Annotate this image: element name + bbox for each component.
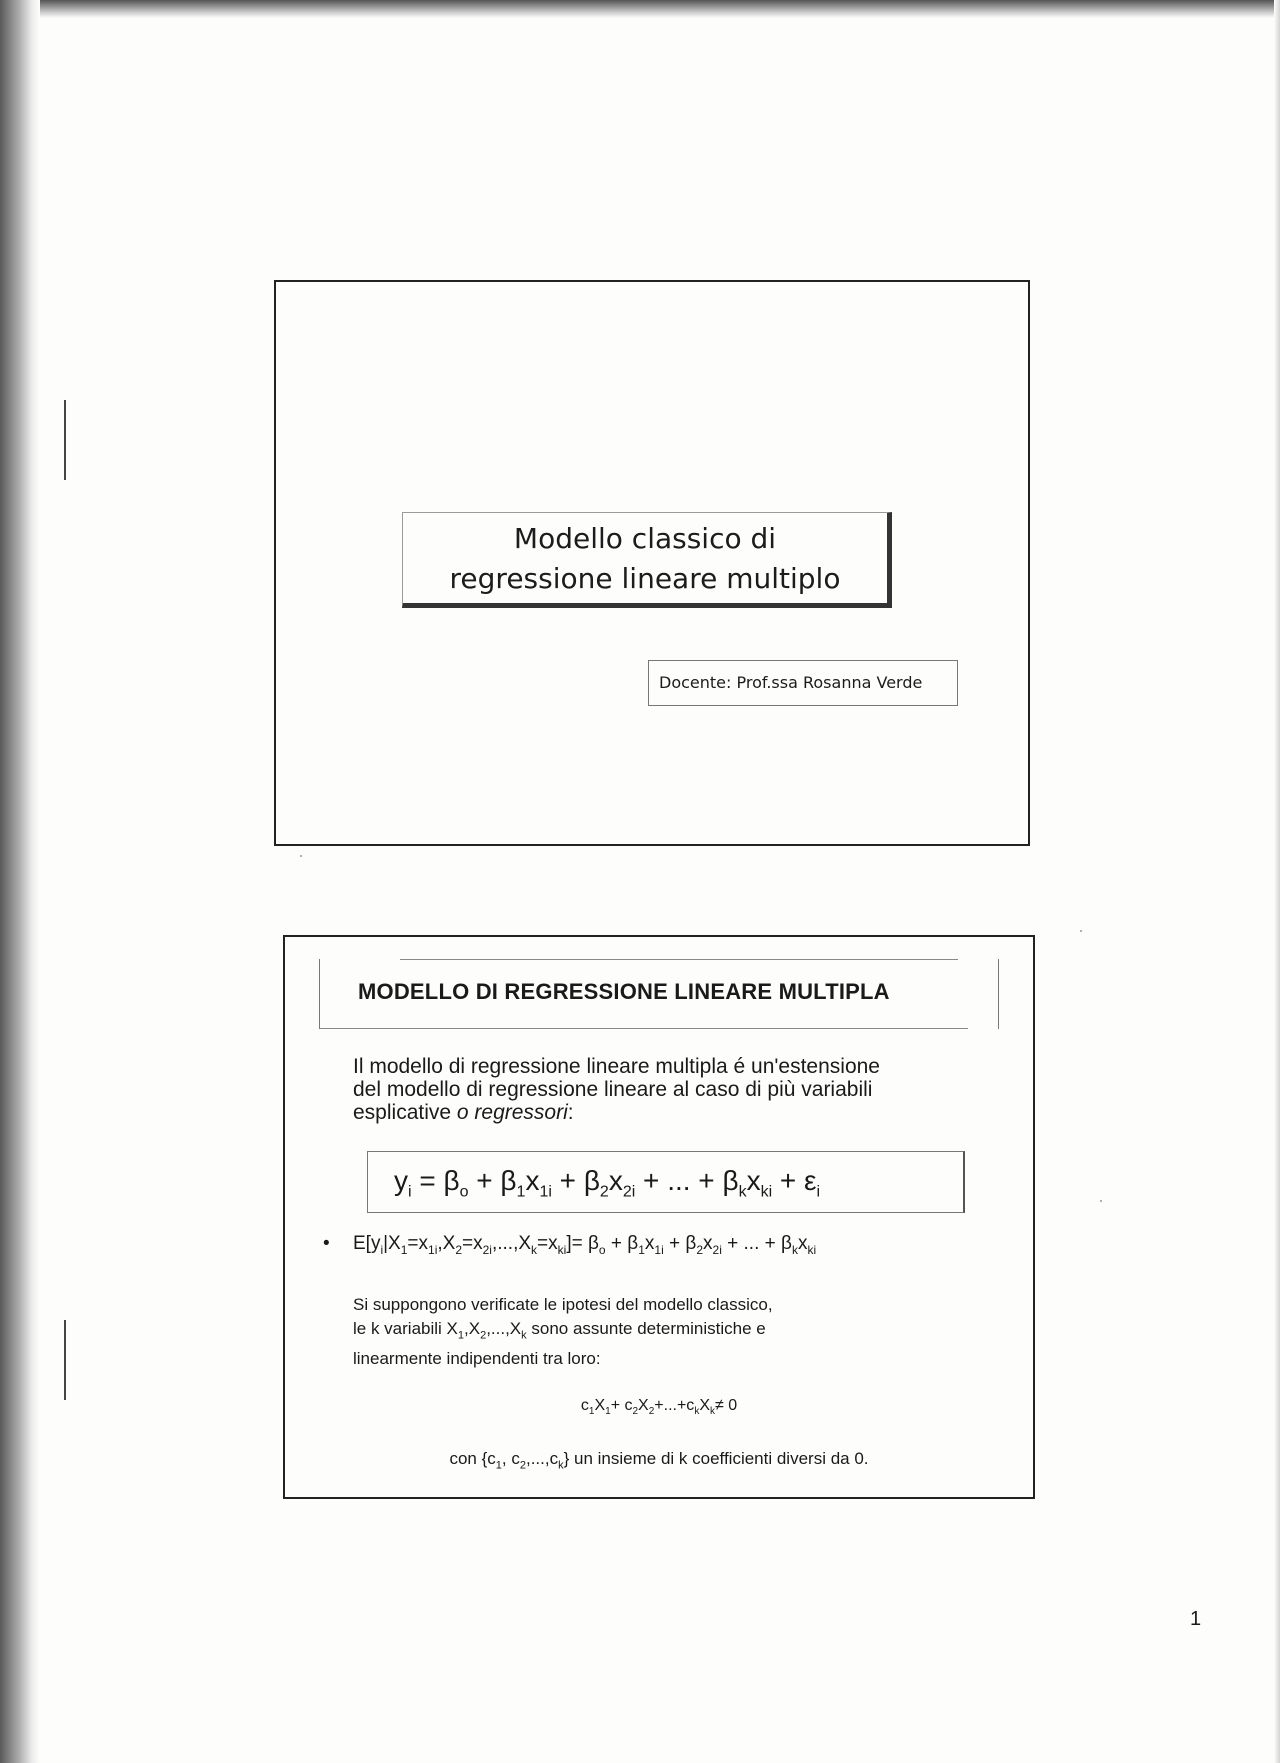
exp-sub: ki: [557, 1242, 567, 1257]
formula-x: x: [746, 1165, 761, 1196]
divider: [400, 959, 958, 960]
heading-box: [319, 959, 999, 1029]
docente-box: [648, 660, 958, 706]
cond-text: X: [638, 1397, 649, 1414]
scan-edge-right: [1274, 0, 1280, 1763]
intro-colon: :: [567, 1101, 574, 1124]
exp-text: + β: [605, 1233, 639, 1254]
assumptions-text: sono assunte deterministiche e: [526, 1319, 766, 1338]
assumptions-text: le k variabili X: [353, 1319, 458, 1338]
exp-text: + ... + β: [721, 1233, 792, 1254]
formula-x: x: [525, 1165, 540, 1196]
cond-sub: 1: [588, 1406, 595, 1418]
cond-sub: 2: [632, 1406, 639, 1418]
exp-text: =x: [537, 1233, 558, 1254]
assumptions-paragraph: [353, 1293, 953, 1371]
model-formula: [394, 1165, 820, 1202]
formula-eq: =: [411, 1165, 444, 1196]
title-box: [402, 512, 892, 608]
model-formula-box: [367, 1151, 965, 1213]
formula-beta: β: [583, 1165, 600, 1196]
formula-sub: k: [738, 1183, 747, 1201]
cond-text: + c: [610, 1397, 633, 1414]
formula-plus: +: [468, 1165, 501, 1196]
intro-line-2: del modello di regressione lineare al caso di più variabili: [353, 1078, 873, 1101]
formula-beta: β: [722, 1165, 739, 1196]
exp-text: ]= β: [566, 1233, 599, 1254]
assumptions-sub: 1: [457, 1329, 464, 1342]
exp-sub: 2: [696, 1242, 704, 1257]
title-slide: [274, 280, 1030, 846]
assumptions-text: ,...,X: [486, 1319, 522, 1338]
intro-italic: o regressori: [456, 1101, 568, 1124]
exp-sub: k: [791, 1242, 798, 1257]
note-sub: k: [558, 1459, 564, 1472]
exp-sub: 1: [400, 1242, 408, 1257]
title-line-2: regressione lineare multiplo: [449, 562, 841, 595]
note-text: } un insieme di k coefficienti diversi da 0.: [563, 1449, 869, 1468]
formula-beta: β: [500, 1165, 517, 1196]
cond-text: c: [580, 1397, 589, 1414]
independence-condition: [285, 1397, 1033, 1417]
assumptions-sub: k: [521, 1329, 527, 1342]
exp-sub: i: [380, 1242, 384, 1257]
page-number: 1: [1190, 1608, 1202, 1630]
exp-text: x: [797, 1233, 808, 1254]
scan-edge-top: [0, 0, 1280, 18]
binder-hole-mark: [64, 400, 66, 480]
scan-speck: [300, 855, 302, 857]
assumptions-line-1: Si suppongono verificate le ipotesi del modello classico,: [353, 1295, 773, 1314]
assumptions-text: ,X: [464, 1319, 481, 1338]
assumptions-sub: 2: [480, 1329, 487, 1342]
assumptions-line-2: [353, 1317, 953, 1347]
exp-text: x: [644, 1233, 655, 1254]
exp-text: =x: [407, 1233, 429, 1254]
note-sub: 2: [519, 1459, 526, 1472]
scan-speck: [1100, 1200, 1102, 1202]
content-slide: [283, 935, 1035, 1499]
bullet-icon: •: [323, 1233, 330, 1254]
formula-sub: 2: [599, 1183, 609, 1201]
exp-text: E[y: [353, 1233, 381, 1254]
divider: [320, 1028, 968, 1029]
note-text: ,...,c: [525, 1449, 559, 1468]
intro-text: esplicative: [353, 1101, 457, 1124]
title-line-1: Modello classico di: [513, 522, 777, 555]
coefficients-note: [285, 1449, 1033, 1471]
exp-sub: k: [531, 1242, 538, 1257]
cond-sub: 2: [648, 1406, 655, 1418]
scan-edge-left: [0, 0, 40, 1763]
formula-beta: β: [443, 1165, 460, 1196]
formula-sub: ki: [760, 1183, 773, 1201]
intro-paragraph: [353, 1055, 993, 1124]
formula-sub: 2i: [622, 1183, 636, 1201]
cond-sub: k: [709, 1406, 715, 1418]
formula-dots: + ... +: [635, 1165, 723, 1196]
cond-text: +...+c: [654, 1397, 695, 1414]
formula-sub: i: [816, 1183, 821, 1201]
cond-text: X: [699, 1397, 710, 1414]
exp-text: + β: [663, 1233, 697, 1254]
exp-sub: 2i: [712, 1242, 722, 1257]
exp-sub: 2i: [482, 1242, 492, 1257]
exp-text: x: [703, 1233, 713, 1254]
exp-text: |X: [383, 1233, 401, 1254]
cond-text: ≠ 0: [714, 1397, 738, 1414]
formula-plus: +: [772, 1165, 805, 1196]
exp-text: ,X: [437, 1233, 456, 1254]
exp-sub: ki: [807, 1242, 817, 1257]
slide-heading: MODELLO DI REGRESSIONE LINEARE MULTIPLA: [358, 979, 890, 1004]
exp-sub: o: [598, 1242, 606, 1257]
cond-sub: 1: [605, 1406, 611, 1418]
formula-sub: o: [459, 1183, 469, 1201]
formula-sub: 1: [516, 1183, 526, 1201]
exp-text: ,...,X: [491, 1233, 532, 1254]
formula-sub: 1i: [539, 1183, 552, 1201]
exp-sub: 2: [455, 1242, 463, 1257]
docente-label: Docente: Prof.ssa Rosanna Verde: [659, 673, 923, 692]
assumptions-line-3: linearmente indipendenti tra loro:: [353, 1349, 601, 1369]
binder-hole-mark: [64, 1320, 66, 1400]
scan-speck: [1080, 930, 1082, 932]
cond-text: X: [594, 1397, 606, 1414]
exp-sub: 1i: [428, 1242, 438, 1257]
intro-line-3: [353, 1101, 993, 1124]
formula-y: y: [394, 1165, 408, 1196]
formula-x: x: [608, 1165, 623, 1196]
cond-sub: k: [694, 1406, 700, 1418]
exp-text: =x: [462, 1233, 483, 1254]
exp-sub: 1i: [654, 1242, 664, 1257]
note-sub: 1: [495, 1459, 502, 1472]
formula-sub: i: [408, 1183, 412, 1201]
note-text: con {c: [449, 1449, 496, 1468]
intro-line-1: Il modello di regressione lineare multipla é un'estensione: [353, 1055, 880, 1078]
formula-epsilon: ε: [804, 1165, 817, 1196]
note-text: , c: [501, 1449, 520, 1468]
exp-sub: 1: [638, 1242, 645, 1257]
expectation-bullet: [323, 1233, 816, 1257]
formula-plus: +: [551, 1165, 584, 1196]
